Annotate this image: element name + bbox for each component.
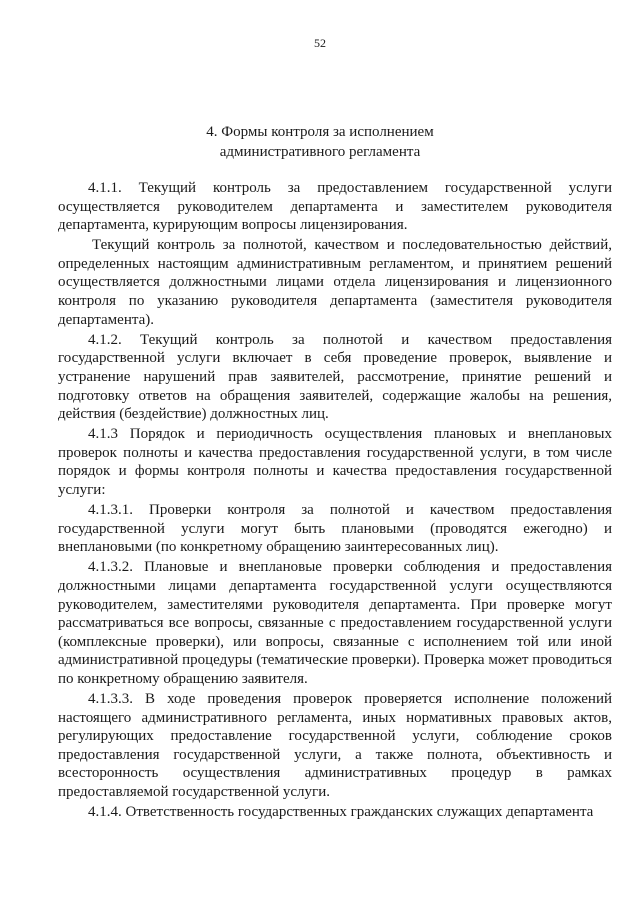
section-heading-line-2: административного регламента <box>219 144 421 160</box>
page-number: 52 <box>314 36 326 50</box>
section-heading-line-1: 4. Формы контроля за исполнением <box>206 124 434 140</box>
paragraph-4-1-3-1: 4.1.3.1. Проверки контроля за полнотой и качеством предоставления государственной услуги могут быть плановыми (проводятся ежегодно) и внеплановыми (по конкретному обращению заинтересованных лиц). <box>58 502 612 556</box>
paragraph-4-1-4: 4.1.4. Ответственность государственных гражданских служащих департамента <box>88 804 594 821</box>
section-heading <box>0 122 640 162</box>
paragraph-4-1-1: 4.1.1. Текущий контроль за предоставлением государственной услуги осуществляется руководителем департамента и заместителем руководителя департамента, курирующим вопросы лицензирования. <box>58 180 612 234</box>
paragraph-4-1-3: 4.1.3 Порядок и периодичность осуществления плановых и внеплановых проверок полноты и качества предоставления государственной услуги, в том числе порядок и формы контроля полноты и качества предоставления государственной услуги: <box>58 426 612 498</box>
paragraph-4-1-2: 4.1.2. Текущий контроль за полнотой и качеством предоставления государственной услуги включает в себя проведение проверок, выявление и устранение нарушений прав заявителей, рассмотрение, принятие решений и подготовку ответов на обращения заявителей, содержащие жалобы на решения, действия (бездействие) должностных лиц. <box>58 331 612 423</box>
paragraph-4-1-3-3: 4.1.3.3. В ходе проведения проверок проверяется исполнение положений настоящего административного регламента, иных нормативных правовых актов, регулирующих предоставление государственной услуги, соблюдение сроков предоставления государственной услуги, а также полнота, объективность и всесторонность осуществления административных процедур в рамках предоставляемой государственной услуги. <box>58 691 612 800</box>
paragraph-4-1-3-2: 4.1.3.2. Плановые и внеплановые проверки соблюдения и предоставления должностными лицами департамента государственной услуги осуществляются руководителем, заместителями руководителя департамента. При проверке могут рассматриваться все вопросы, связанные с предоставлением государственной услуги (комплексные проверки), или вопросы, связанные с исполнением той или иной административной процедуры (тематические проверки). Проверка может проводиться по конкретному обращению заявителя. <box>58 559 612 687</box>
document-body <box>58 179 612 823</box>
paragraph-current-control: Текущий контроль за полнотой, качеством и последовательностью действий, определенных настоящим административным регламентом, и принятием решений осуществляется должностными лицами отдела лицензирования и лицензионного контроля по указанию руководителя департамента (заместителя руководителя департамента). <box>58 237 612 328</box>
